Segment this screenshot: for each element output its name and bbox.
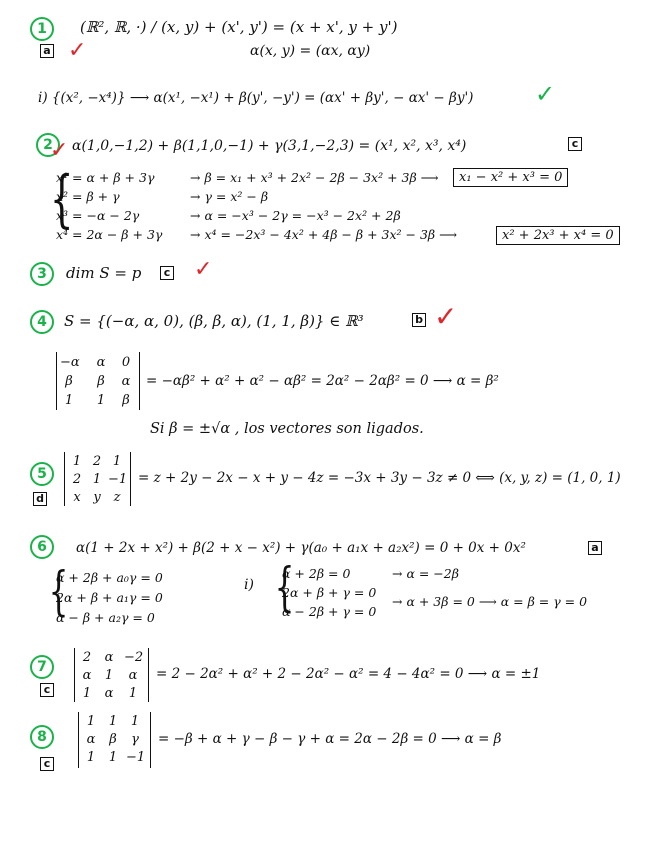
- system-brace: {: [49, 162, 74, 235]
- q8-answer-box: c: [40, 757, 54, 771]
- q5-matrix-cell: x: [73, 490, 81, 505]
- question-number-8: 8: [30, 725, 54, 749]
- q8-matrix-cell: 1: [108, 750, 118, 765]
- q5-matrix-cell: 1: [72, 454, 82, 469]
- q8-matrix-cell: 1: [86, 750, 96, 765]
- q7-matrix-cell: 1: [128, 686, 138, 701]
- q2-system-eq-3: x³ = −α − 2γ: [56, 208, 140, 223]
- q2-step-3: → α = −x³ − 2γ = −x³ − 2x² + 2β: [190, 208, 401, 223]
- q3-answer-box: c: [160, 266, 174, 280]
- q4-matrix-cell: 1: [96, 393, 106, 408]
- q5-matrix-cell: 2: [92, 454, 102, 469]
- q6-sub-step-1: → α = −2β: [392, 566, 459, 581]
- q8-matrix-cell: −1: [126, 750, 146, 765]
- q4-determinant-expansion: = −αβ² + α² + α² − αβ² = 2α² − 2αβ² = 0 ⟶ α = β²: [146, 373, 499, 389]
- q2-step-2: → γ = x² − β: [190, 189, 269, 204]
- q5-answer-box: d: [33, 492, 47, 506]
- q2-answer-box: c: [568, 137, 582, 151]
- check-mark-icon: ✓: [50, 138, 69, 163]
- determinant-bar-right: [139, 352, 140, 410]
- question-number-7: 7: [30, 655, 54, 679]
- q5-matrix-cell: 1: [92, 472, 102, 487]
- question-number-3: 3: [30, 262, 54, 286]
- q6-system-eq-1: α + 2β + a₀γ = 0: [56, 570, 163, 585]
- q4-matrix-cell: α: [121, 374, 131, 389]
- check-mark-icon: ✓: [68, 38, 87, 63]
- determinant-bar-right: [150, 712, 151, 768]
- q6-answer-box: a: [588, 541, 602, 555]
- q4-conclusion: Si β = ±√α , los vectores son ligados.: [150, 421, 424, 437]
- q2-system-eq-1: x¹ = α + β + 3γ: [56, 170, 155, 185]
- q4-matrix-cell: −α: [60, 355, 80, 370]
- q2-step-1: → β = x₁ + x³ + 2x² − 2β − 3x² + 3β ⟶: [190, 170, 439, 185]
- q6-system-eq-3: α − β + a₂γ = 0: [56, 610, 155, 625]
- q6-sub-label: i): [244, 577, 254, 593]
- q7-matrix-cell: 2: [82, 650, 92, 665]
- q2-system-eq-2: x² = β + γ: [56, 189, 120, 204]
- q4-matrix-cell: 0: [121, 355, 131, 370]
- q4-set-definition: S = {(−α, α, 0), (β, β, α), (1, 1, β)} ∈ ℝ³: [64, 312, 364, 330]
- q7-matrix-cell: −2: [124, 650, 144, 665]
- q2-linear-combination: α(1,0,−1,2) + β(1,1,0,−1) + γ(3,1,−2,3) = (x¹, x², x³, x⁴): [72, 138, 467, 154]
- question-number-6: 6: [30, 535, 54, 559]
- check-mark-icon: ✓: [535, 80, 556, 108]
- q7-answer-box: c: [40, 683, 54, 697]
- q3-dimension: dim S = p: [66, 264, 142, 282]
- q4-matrix-cell: α: [96, 355, 106, 370]
- q5-matrix-cell: y: [93, 490, 101, 505]
- question-number-5: 5: [30, 462, 54, 486]
- q8-determinant-expansion: = −β + α + γ − β − γ + α = 2α − 2β = 0 ⟶ α = β: [158, 731, 502, 747]
- q2-result-equation-1: x₁ − x² + x³ = 0: [453, 168, 568, 187]
- q7-matrix-cell: α: [104, 650, 114, 665]
- q6-sub-system-eq-1: α + 2β = 0: [282, 566, 351, 581]
- q6-sub-system-eq-3: α − 2β + γ = 0: [282, 604, 377, 619]
- q8-matrix-cell: 1: [130, 714, 140, 729]
- check-mark-icon: ✓: [194, 257, 213, 282]
- q6-system-eq-2: 2α + β + a₁γ = 0: [56, 590, 163, 605]
- q1-answer-box: a: [40, 44, 54, 58]
- q8-matrix-cell: β: [109, 732, 117, 747]
- q4-matrix-cell: β: [65, 374, 73, 389]
- q7-determinant-expansion: = 2 − 2α² + α² + 2 − 2α² − α² = 4 − 4α² = 0 ⟶ α = ±1: [156, 666, 541, 682]
- system-brace: {: [48, 562, 69, 622]
- q1-scalar-product: α(x, y) = (αx, αy): [250, 43, 371, 59]
- q8-matrix-cell: 1: [108, 714, 118, 729]
- q8-matrix-cell: α: [86, 732, 96, 747]
- q2-step-4: → x⁴ = −2x³ − 4x² + 4β − β + 3x² − 3β ⟶: [190, 227, 458, 242]
- q1-vector-space-definition: (ℝ², ℝ, ·) / (x, y) + (x', y') = (x + x', y + y'): [80, 18, 398, 36]
- q7-matrix-cell: 1: [104, 668, 114, 683]
- question-number-4: 4: [30, 310, 54, 334]
- q2-system-eq-4: x⁴ = 2α − β + 3γ: [56, 227, 163, 242]
- q4-matrix-cell: β: [97, 374, 105, 389]
- determinant-bar-right: [148, 648, 149, 702]
- q4-answer-box: b: [412, 313, 426, 327]
- q5-determinant-expansion: = z + 2y − 2x − x + y − 4z = −3x + 3y − 3z ≠ 0 ⟺ (x, y, z) = (1, 0, 1): [138, 470, 621, 486]
- q5-matrix-cell: −1: [108, 472, 128, 487]
- q6-linear-combination: α(1 + 2x + x²) + β(2 + x − x²) + γ(a₀ + a₁x + a₂x²) = 0 + 0x + 0x²: [76, 540, 526, 556]
- question-number-1: 1: [30, 17, 54, 41]
- q5-matrix-cell: 2: [72, 472, 82, 487]
- q7-matrix-cell: α: [128, 668, 138, 683]
- q8-matrix-cell: 1: [86, 714, 96, 729]
- q4-matrix-cell: β: [122, 393, 130, 408]
- determinant-bar-left: [56, 352, 57, 410]
- question-number-2: 2: [36, 133, 60, 157]
- q4-matrix-cell: 1: [64, 393, 74, 408]
- determinant-bar-left: [78, 712, 79, 768]
- q7-matrix-cell: 1: [82, 686, 92, 701]
- determinant-bar-right: [130, 452, 131, 506]
- q6-sub-system-eq-2: 2α + β + γ = 0: [282, 585, 377, 600]
- q6-sub-step-2: → α + 3β = 0 ⟶ α = β = γ = 0: [392, 594, 588, 609]
- determinant-bar-left: [74, 648, 75, 702]
- determinant-bar-left: [64, 452, 65, 506]
- q1-item-i: i) {(x², −x⁴)} ⟶ α(x¹, −x¹) + β(y', −y') = (αx' + βy', − αx' − βy'): [38, 90, 474, 106]
- q8-matrix-cell: γ: [131, 732, 139, 747]
- q7-matrix-cell: α: [82, 668, 92, 683]
- q5-matrix-cell: z: [113, 490, 121, 505]
- system-brace: {: [274, 558, 295, 618]
- q2-result-equation-2: x² + 2x³ + x⁴ = 0: [496, 226, 620, 245]
- check-mark-icon: ✓: [434, 300, 458, 333]
- q7-matrix-cell: α: [104, 686, 114, 701]
- q5-matrix-cell: 1: [112, 454, 122, 469]
